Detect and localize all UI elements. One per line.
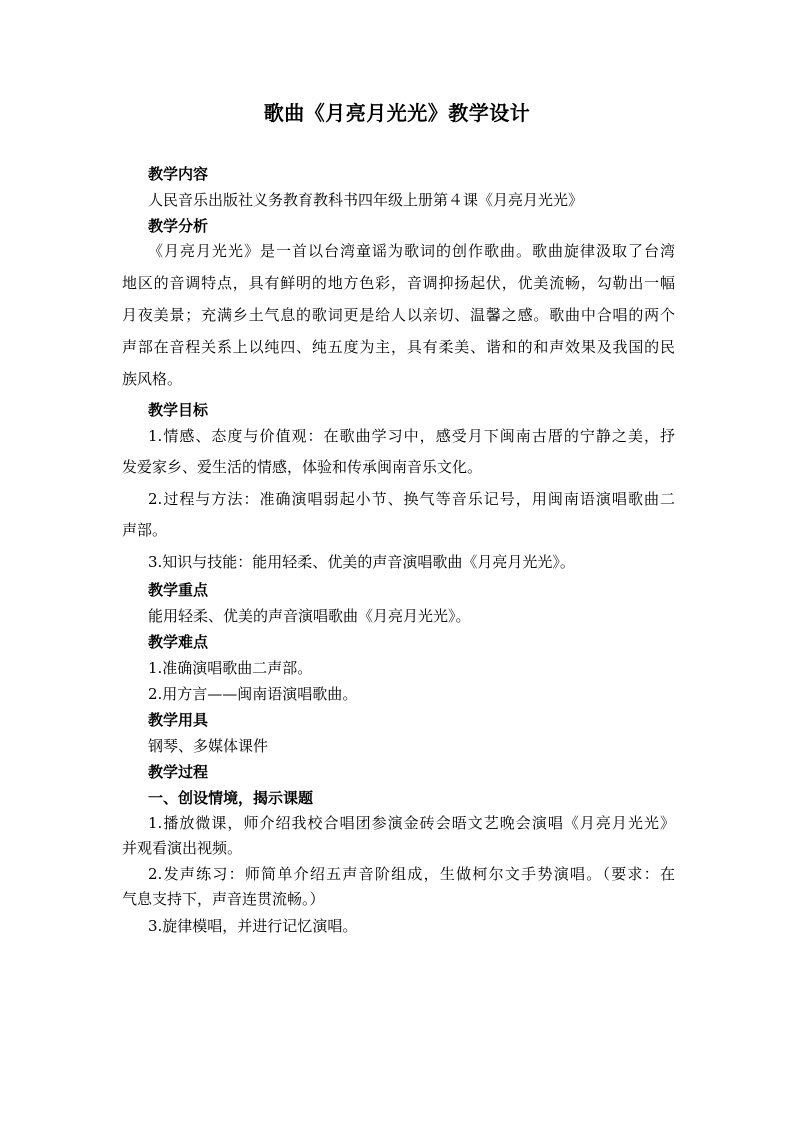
page-title: 歌曲《月亮月光光》教学设计 bbox=[263, 101, 531, 125]
analysis-line-2: 地区的音调特点，具有鲜明的地方色彩，音调抑扬起伏，优美流畅，勾勒出一幅 bbox=[122, 274, 675, 292]
process-item-3: 3.旋律模唱，并进行记忆演唱。 bbox=[148, 917, 358, 935]
goal-item-2-line-2: 声部。 bbox=[122, 521, 168, 539]
section-heading-goals: 教学目标 bbox=[148, 401, 209, 419]
section-heading-analysis: 教学分析 bbox=[148, 217, 209, 235]
section-heading-content: 教学内容 bbox=[148, 165, 209, 183]
process-item-1-line-1: 1.播放微课，师介绍我校合唱团参演金砖会晤文艺晚会演唱《月亮月光光》 bbox=[148, 814, 675, 832]
process-item-2-line-2: 气息支持下，声音连贯流畅。） bbox=[122, 890, 325, 908]
analysis-line-4: 声部在音程关系上以纯四、纯五度为主，具有柔美、谐和的和声效果及我国的民 bbox=[122, 338, 675, 356]
section-heading-tools: 教学用具 bbox=[148, 711, 209, 729]
difficulty-item-2: 2.用方言——闽南语演唱歌曲。 bbox=[148, 685, 358, 703]
process-item-2-line-1: 2.发声练习：师简单介绍五声音阶组成，生做柯尔文手势演唱。（要求：在 bbox=[148, 865, 675, 883]
analysis-line-3: 月夜美景；充满乡土气息的歌词更是给人以亲切、温馨之感。歌曲中合唱的两个 bbox=[122, 306, 675, 324]
goal-item-1-line-1: 1.情感、态度与价值观：在歌曲学习中，感受月下闽南古厝的宁静之美，抒 bbox=[148, 427, 675, 445]
goal-item-3: 3.知识与技能：能用轻柔、优美的声音演唱歌曲《月亮月光光》。 bbox=[148, 553, 575, 571]
key-points-text: 能用轻柔、优美的声音演唱歌曲《月亮月光光》。 bbox=[148, 607, 471, 625]
section-heading-key-points: 教学重点 bbox=[148, 581, 209, 599]
content-text: 人民音乐出版社义务教育教科书四年级上册第４课《月亮月光光》 bbox=[148, 191, 584, 209]
goal-item-1-line-2: 发爱家乡、爱生活的情感，体验和传承闽南音乐文化。 bbox=[122, 458, 483, 476]
analysis-line-5: 族风格。 bbox=[122, 370, 183, 388]
process-item-1-line-2: 并观看演出视频。 bbox=[122, 839, 243, 857]
section-heading-process: 教学过程 bbox=[148, 763, 209, 781]
difficulty-item-1: 1.准确演唱歌曲二声部。 bbox=[148, 659, 313, 677]
goal-item-2-line-1: 2.过程与方法：准确演唱弱起小节、换气等音乐记号，用闽南语演唱歌曲二 bbox=[148, 490, 675, 508]
section-heading-difficulties: 教学难点 bbox=[148, 633, 209, 651]
process-subheading-1: 一、创设情境，揭示课题 bbox=[148, 789, 314, 807]
analysis-line-1: 《月亮月光光》是一首以台湾童谣为歌词的创作歌曲。歌曲旋律汲取了台湾 bbox=[148, 242, 675, 260]
tools-text: 钢琴、多媒体课件 bbox=[148, 737, 269, 755]
